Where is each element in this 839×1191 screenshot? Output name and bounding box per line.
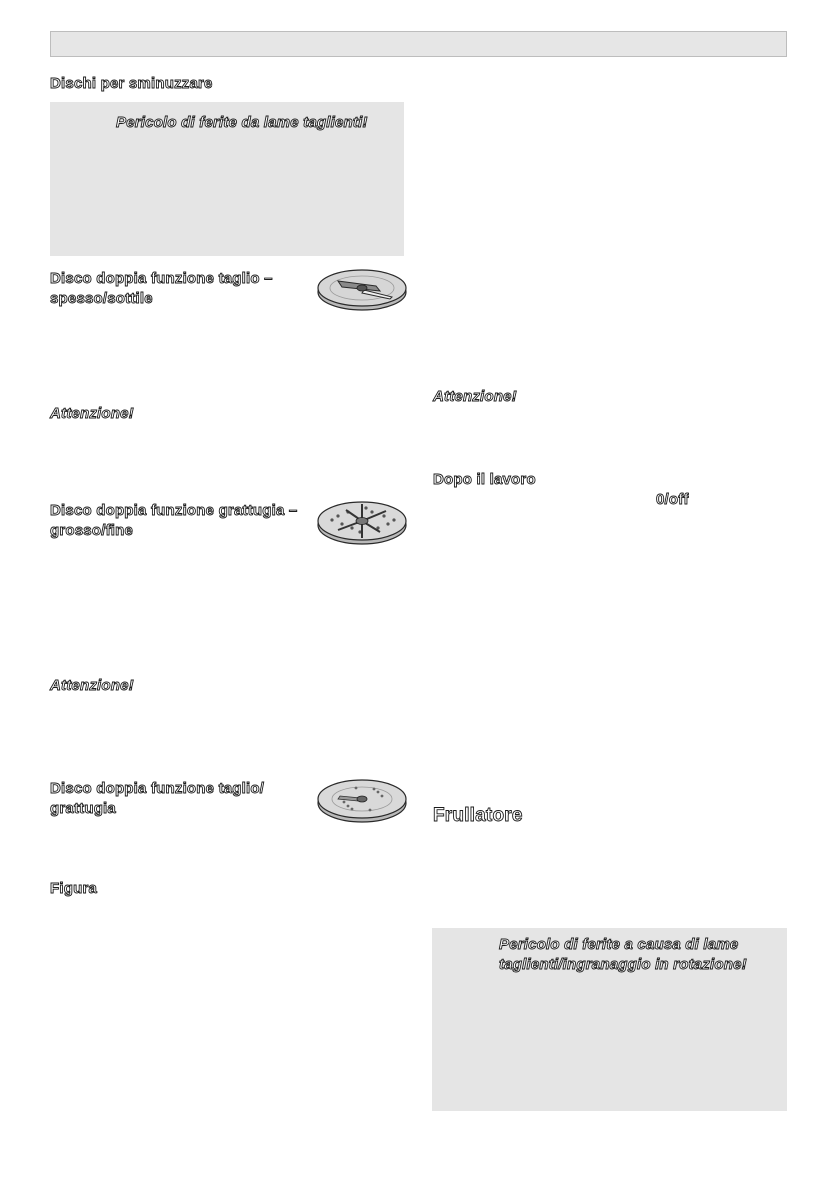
- blender-title: Frullatore: [433, 805, 523, 826]
- disc3-title-line1: Disco doppia funzione taglio/: [50, 780, 265, 797]
- grating-disc-icon: [316, 498, 408, 546]
- disc2-title-line1: Disco doppia funzione grattugia –: [50, 502, 298, 519]
- warning-box-blades: [50, 102, 404, 256]
- attention-label-1: Attenzione!: [50, 405, 134, 422]
- disc3-title-line2: grattugia: [50, 800, 116, 817]
- header-bar: [50, 31, 787, 57]
- slicing-grating-disc-icon: [316, 776, 408, 824]
- slicing-disc-icon: [316, 266, 408, 312]
- disc1-title-line2: spesso/sottile: [50, 290, 153, 307]
- warning2-line1: Pericolo di ferite a causa di lame: [499, 936, 739, 953]
- attention-label-3: Attenzione!: [433, 388, 517, 405]
- switch-off-label: 0/off: [656, 491, 689, 508]
- disc2-title-line2: grosso/fine: [50, 522, 134, 539]
- figure-label: Figura: [50, 880, 98, 897]
- attention-label-2: Attenzione!: [50, 677, 134, 694]
- disc1-title-line1: Disco doppia funzione taglio –: [50, 270, 273, 287]
- warning2-line2: taglienti/ingranaggio in rotazione!: [499, 956, 747, 973]
- after-work-heading: Dopo il lavoro: [433, 471, 536, 488]
- warning-text: Pericolo di ferite da lame taglienti!: [116, 114, 368, 131]
- section-title: Dischi per sminuzzare: [50, 75, 213, 92]
- warning-box-blender: [432, 928, 787, 1111]
